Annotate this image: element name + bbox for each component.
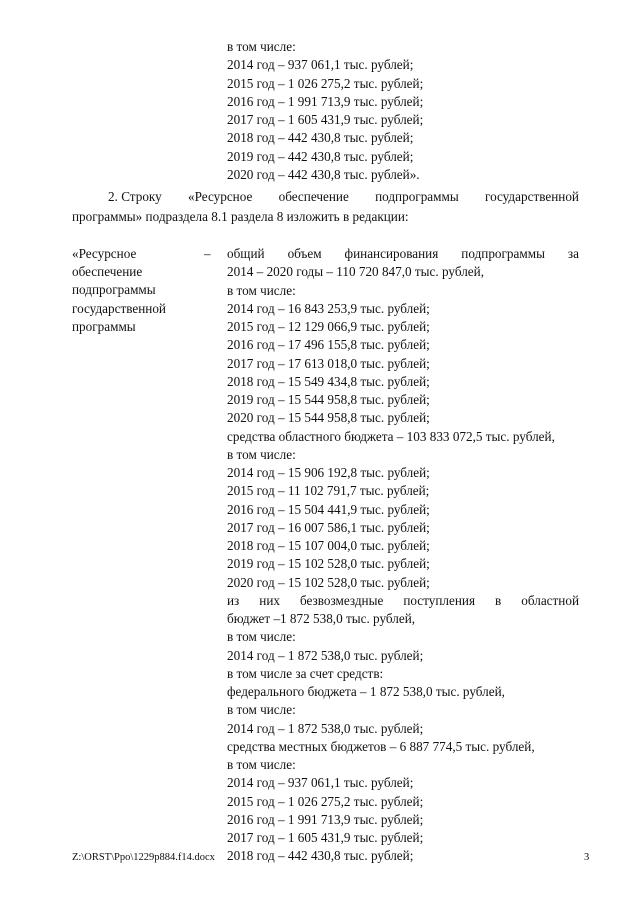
row-dash-separator: –	[204, 246, 211, 261]
funding-line: в том числе:	[227, 629, 296, 645]
list-item: 2020 год – 442 430,8 тыс. рублей».	[227, 167, 420, 183]
funding-line: 2018 год – 15 549 434,8 тыс. рублей;	[227, 373, 430, 389]
funding-line: средства местных бюджетов – 6 887 774,5 тыс. рублей,	[227, 738, 535, 754]
funding-line: федерального бюджета – 1 872 538,0 тыс. рублей,	[227, 684, 505, 699]
paragraph-word: обеспечение	[278, 189, 349, 204]
funding-line: 2019 год – 15 102 528,0 тыс. рублей;	[227, 556, 430, 572]
list-item: 2017 год – 1 605 431,9 тыс. рублей;	[227, 112, 424, 128]
list-item: в том числе:	[227, 39, 296, 54]
page-number: 3	[584, 852, 590, 863]
funding-first-line	[227, 245, 579, 263]
funding-word: них	[259, 592, 280, 608]
row-label-line: программы	[72, 318, 136, 334]
funding-word: в	[495, 592, 502, 608]
funding-justified-line	[227, 592, 579, 610]
funding-line: 2016 год – 1 991 713,9 тыс. рублей;	[227, 811, 424, 827]
row-label	[72, 245, 202, 336]
footer-file-path: Z:\ORST\Ppo\1229p884.f14.docx	[72, 852, 215, 863]
row-label-line: государственной	[72, 300, 166, 316]
funding-line: в том числе:	[227, 702, 296, 718]
funding-line: 2018 год – 15 107 004,0 тыс. рублей;	[227, 538, 430, 553]
funding-details	[227, 245, 579, 866]
funding-line: 2020 год – 15 544 958,8 тыс. рублей;	[227, 410, 430, 426]
top-funding-list	[227, 38, 423, 184]
funding-line: 2014 год – 1 872 538,0 тыс. рублей;	[227, 647, 424, 663]
funding-line: 2019 год – 15 544 958,8 тыс. рублей;	[227, 392, 430, 407]
paragraph-second-line: программы» подраздела 8.1 раздела 8 изложить в редакции:	[72, 209, 409, 224]
funding-line: 2014 – 2020 годы – 110 720 847,0 тыс. рублей,	[227, 264, 484, 280]
funding-line: 2018 год – 442 430,8 тыс. рублей;	[227, 848, 414, 864]
funding-line: в том числе:	[227, 282, 296, 298]
funding-word: безвозмездные	[300, 592, 384, 608]
funding-line: в том числе:	[227, 757, 296, 772]
funding-word: подпрограммы	[461, 246, 545, 261]
funding-line: 2014 год – 937 061,1 тыс. рублей;	[227, 775, 414, 791]
funding-line: 2014 год – 1 872 538,0 тыс. рублей;	[227, 720, 424, 736]
funding-line: 2017 год – 17 613 018,0 тыс. рублей;	[227, 355, 430, 371]
funding-line: 2017 год – 16 007 586,1 тыс. рублей;	[227, 519, 430, 535]
funding-word: финансирования	[344, 246, 439, 261]
paragraph-word: «Ресурсное	[188, 189, 253, 204]
funding-line: средства областного бюджета – 103 833 072,5 тыс. рублей,	[227, 428, 555, 444]
funding-line: 2017 год – 1 605 431,9 тыс. рублей;	[227, 830, 424, 845]
list-item: 2016 год – 1 991 713,9 тыс. рублей;	[227, 93, 424, 109]
paragraph-word: подпрограммы	[375, 189, 459, 204]
funding-line: 2014 год – 15 906 192,8 тыс. рублей;	[227, 465, 430, 480]
paragraph-word: 2. Строку	[108, 189, 162, 204]
row-label-line: подпрограммы	[72, 282, 156, 298]
list-item: 2019 год – 442 430,8 тыс. рублей;	[227, 148, 414, 164]
list-item: 2018 год – 442 430,8 тыс. рублей;	[227, 130, 414, 146]
funding-line: 2015 год – 12 129 066,9 тыс. рублей;	[227, 319, 430, 334]
funding-word: областной	[521, 592, 579, 608]
list-item: 2015 год – 1 026 275,2 тыс. рублей;	[227, 75, 424, 91]
funding-line: 2015 год – 1 026 275,2 тыс. рублей;	[227, 793, 424, 809]
funding-word: общий	[227, 246, 265, 261]
funding-line: 2016 год – 17 496 155,8 тыс. рублей;	[227, 337, 430, 353]
funding-word: из	[227, 592, 240, 608]
funding-line: бюджет –1 872 538,0 тыс. рублей,	[227, 611, 416, 626]
funding-line: в том числе за счет средств:	[227, 665, 384, 681]
funding-word: поступления	[403, 592, 476, 608]
funding-word: за	[567, 246, 579, 261]
paragraph-word: государственной	[484, 189, 579, 204]
row-label-line: «Ресурсное	[72, 246, 137, 261]
row-label-line: обеспечение	[72, 264, 143, 280]
funding-line: в том числе:	[227, 446, 296, 462]
funding-line: 2020 год – 15 102 528,0 тыс. рублей;	[227, 574, 430, 590]
funding-line: 2016 год – 15 504 441,9 тыс. рублей;	[227, 501, 430, 517]
amendment-paragraph	[72, 187, 579, 227]
paragraph-first-line	[72, 187, 579, 207]
funding-line: 2014 год – 16 843 253,9 тыс. рублей;	[227, 300, 430, 316]
funding-line: 2015 год – 11 102 791,7 тыс. рублей;	[227, 483, 430, 499]
funding-word: объем	[287, 246, 322, 261]
list-item: 2014 год – 937 061,1 тыс. рублей;	[227, 57, 414, 73]
